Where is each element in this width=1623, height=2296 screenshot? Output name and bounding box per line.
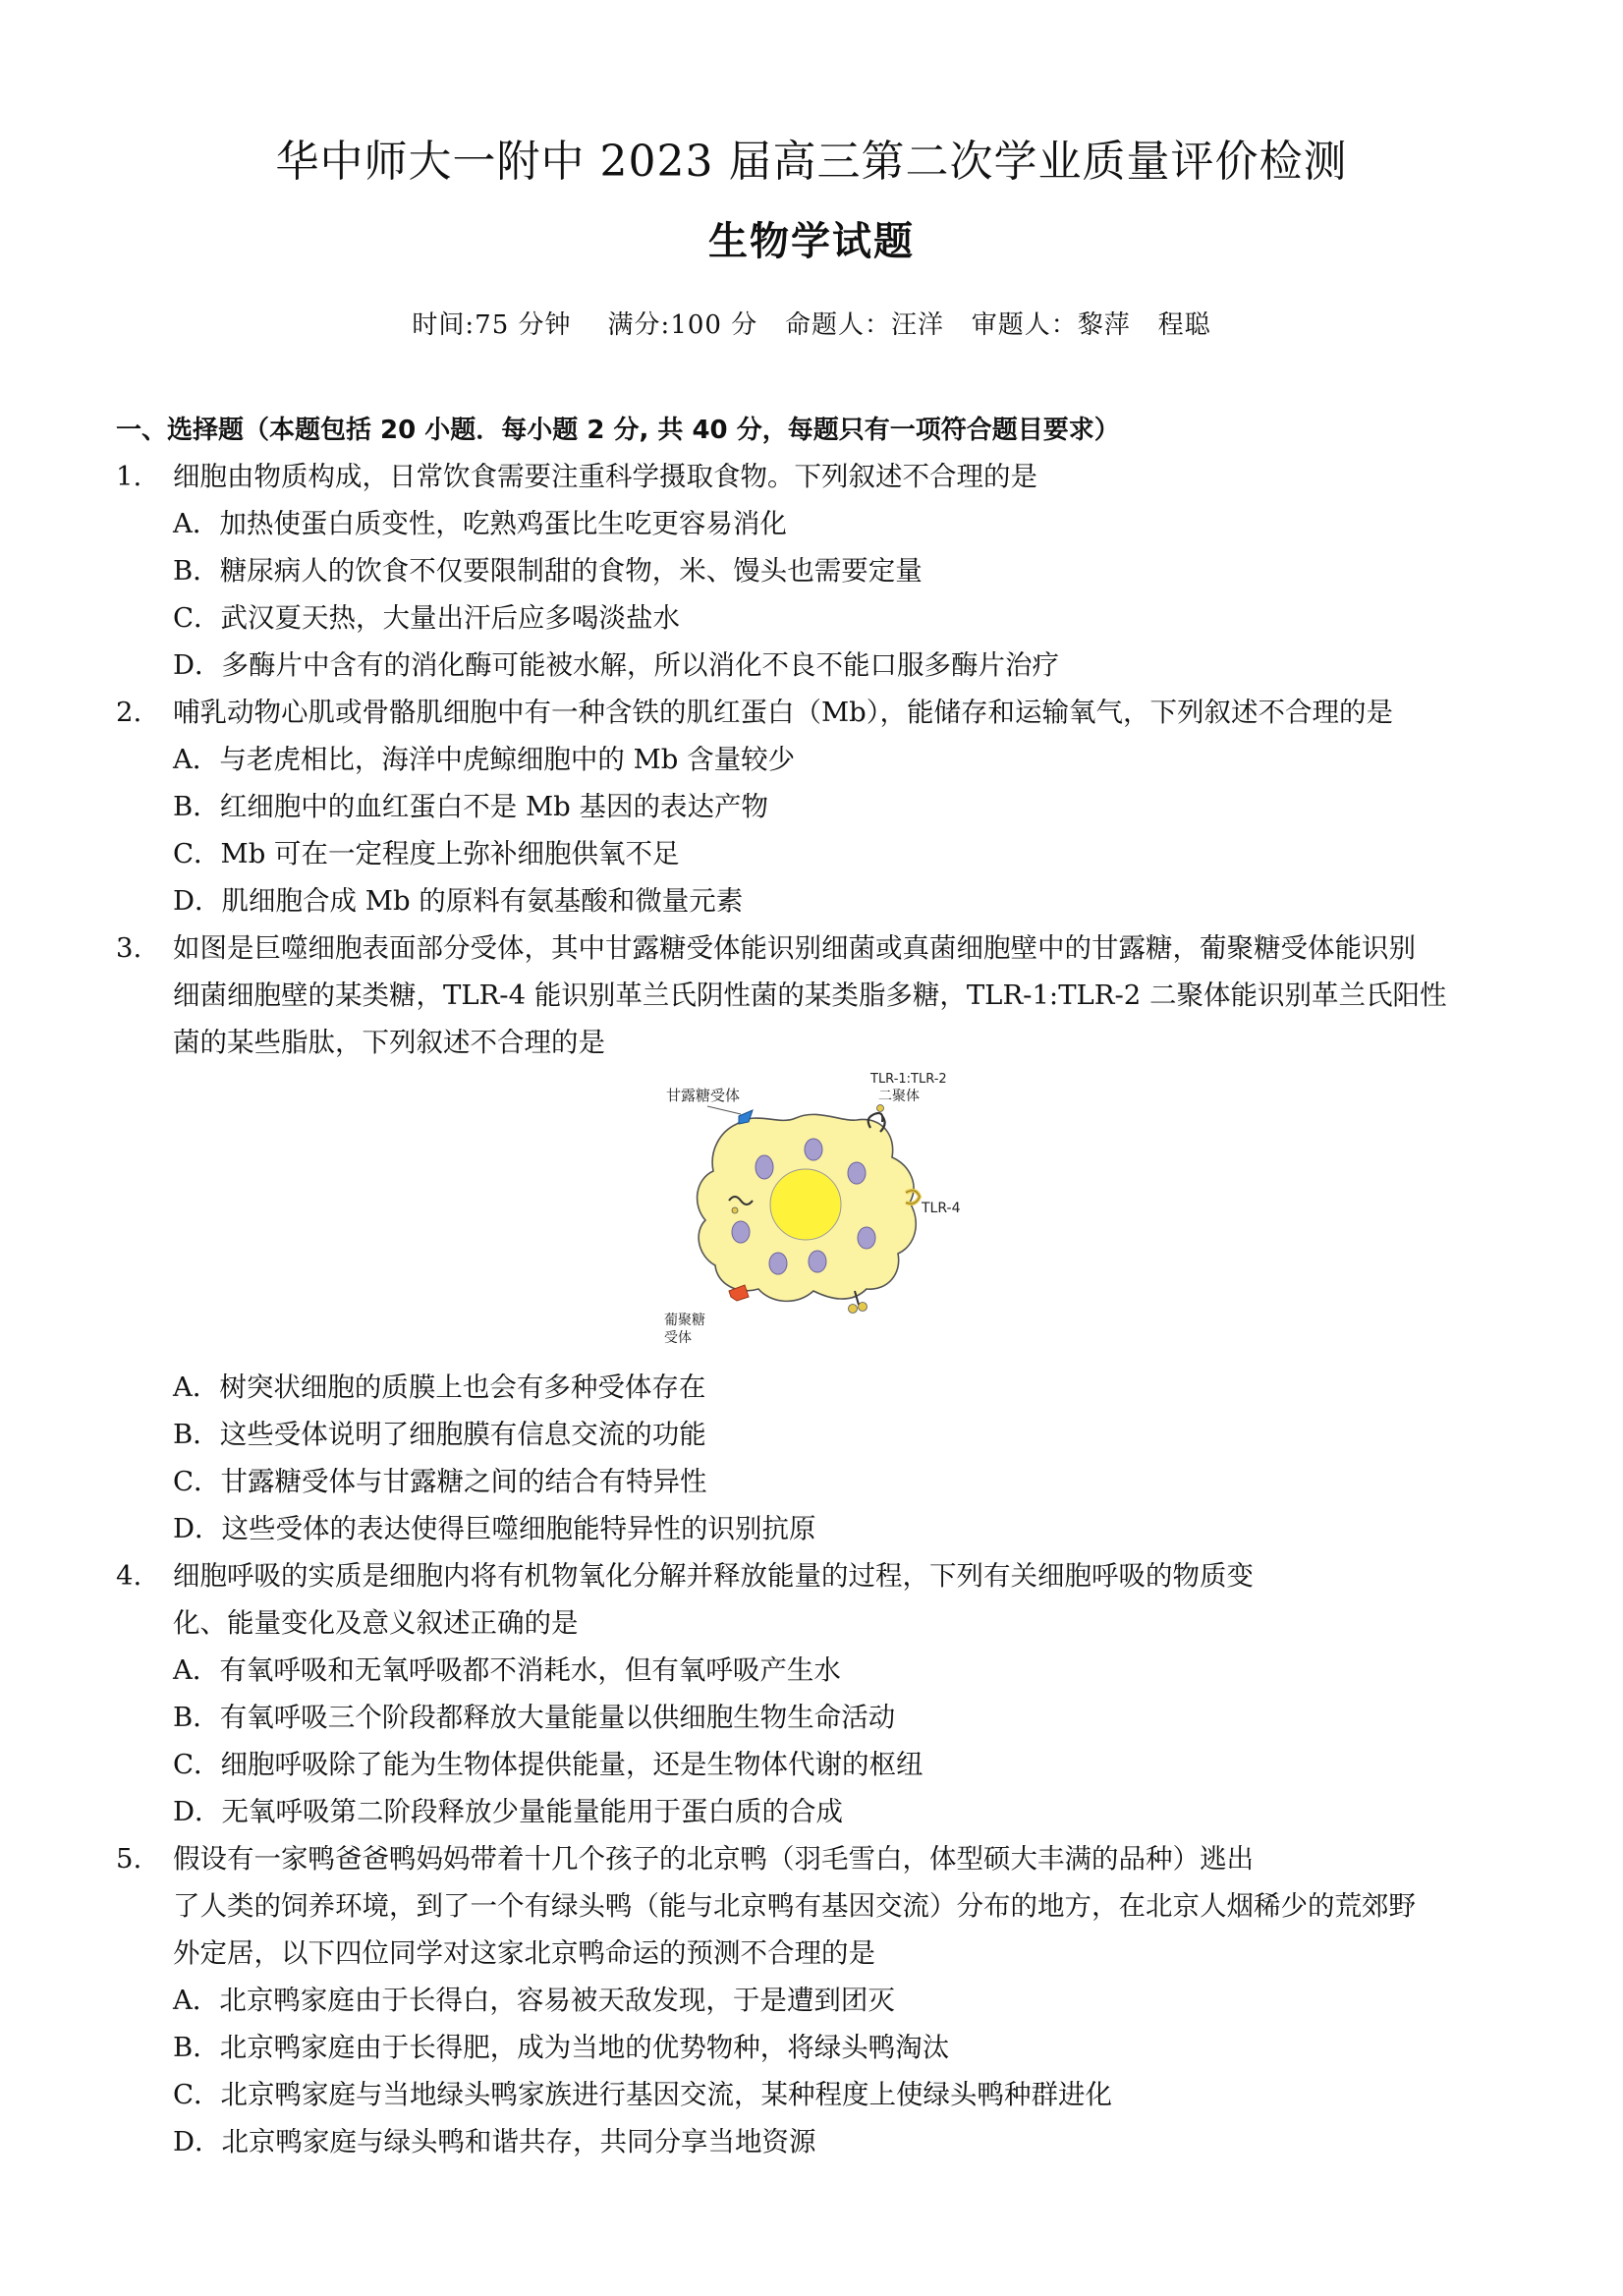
question-1-option-d: D．多酶片中含有的消化酶可能被水解，所以消化不良不能口服多酶片治疗 xyxy=(173,649,1060,681)
question-1-option-a: A．加热使蛋白质变性，吃熟鸡蛋比生吃更容易消化 xyxy=(173,508,787,539)
question-1-option-c: C．武汉夏天热，大量出汗后应多喝淡盐水 xyxy=(173,602,681,634)
vesicle xyxy=(769,1253,787,1274)
mannose-pointer-line xyxy=(707,1106,741,1114)
question-2-option-b: B．红细胞中的血红蛋白不是 Mb 基因的表达产物 xyxy=(173,791,768,822)
question-3-option-d: D．这些受体的表达使得巨噬细胞能特异性的识别抗原 xyxy=(173,1513,816,1544)
exam-subtitle: 生物学试题 xyxy=(708,218,915,264)
question-1-stem: 细胞由物质构成，日常饮食需要注重科学摄取食物。下列叙述不合理的是 xyxy=(173,461,1037,492)
question-3-stem-line-2: 细菌细胞壁的某类糖，TLR-4 能识别革兰氏阴性菌的某类脂多糖，TLR-1:TLR-2 二聚体能识别革兰氏阳性 xyxy=(173,980,1447,1011)
question-5-option-a: A．北京鸭家庭由于长得白，容易被天敌发现，于是遭到团灭 xyxy=(173,1985,895,2016)
question-2-option-a: A．与老虎相比，海洋中虎鲸细胞中的 Mb 含量较少 xyxy=(173,744,796,775)
question-4-option-c: C．细胞呼吸除了能为生物体提供能量，还是生物体代谢的枢纽 xyxy=(173,1749,923,1780)
question-5-stem-line-2: 了人类的饲养环境，到了一个有绿头鸭（能与北京鸭有基因交流）分布的地方，在北京人烟稀少的荒郊野 xyxy=(173,1890,1416,1922)
section-heading: 一、选择题（本题包括 20 小题．每小题 2 分, 共 40 分，每题只有一项符合题目要求） xyxy=(116,416,1120,445)
question-3-stem-line-3: 菌的某些脂肽，下列叙述不合理的是 xyxy=(173,1027,605,1058)
question-1-number: 1. xyxy=(116,461,142,492)
vesicle xyxy=(805,1139,822,1160)
question-4-option-d: D．无氧呼吸第二阶段释放少量能量能用于蛋白质的合成 xyxy=(173,1796,844,1827)
question-2-stem: 哺乳动物心肌或骨骼肌细胞中有一种含铁的肌红蛋白（Mb），能储存和运输氧气，下列叙述不合理的是 xyxy=(173,697,1394,728)
question-3-number: 3. xyxy=(116,932,142,964)
question-3-option-b: B．这些受体说明了细胞膜有信息交流的功能 xyxy=(173,1419,706,1450)
question-3-stem-line-1: 如图是巨噬细胞表面部分受体，其中甘露糖受体能识别细菌或真菌细胞壁中的甘露糖，葡聚糖受体能识别 xyxy=(173,932,1416,964)
question-5-option-d: D．北京鸭家庭与绿头鸭和谐共存，共同分享当地资源 xyxy=(173,2126,816,2157)
question-4-option-a: A．有氧呼吸和无氧呼吸都不消耗水，但有氧呼吸产生水 xyxy=(173,1654,841,1686)
vesicle xyxy=(732,1221,750,1243)
question-2-option-c: C．Mb 可在一定程度上弥补细胞供氧不足 xyxy=(173,838,680,869)
ligand-dot xyxy=(732,1207,738,1213)
vesicle xyxy=(756,1155,773,1179)
question-5-number: 5. xyxy=(116,1843,142,1875)
question-4-number: 4. xyxy=(116,1560,142,1592)
question-2-option-d: D．肌细胞合成 Mb 的原料有氨基酸和微量元素 xyxy=(173,885,744,917)
ligand-dot xyxy=(859,1303,867,1312)
question-4-stem-line-2: 化、能量变化及意义叙述正确的是 xyxy=(173,1607,579,1639)
tlr12-label-line-1: TLR-1:TLR-2 xyxy=(870,1072,947,1087)
question-4-option-b: B．有氧呼吸三个阶段都释放大量能量以供细胞生物生命活动 xyxy=(173,1702,896,1733)
question-2-number: 2. xyxy=(116,697,142,728)
question-3-option-a: A．树突状细胞的质膜上也会有多种受体存在 xyxy=(173,1372,706,1403)
mannose-receptor-label: 甘露糖受体 xyxy=(666,1087,741,1104)
question-5-stem-line-3: 外定居，以下四位同学对这家北京鸭命运的预测不合理的是 xyxy=(173,1937,875,1969)
tlr12-label-line-2: 二聚体 xyxy=(878,1089,920,1104)
tlr4-label: TLR-4 xyxy=(922,1201,961,1216)
vesicle xyxy=(809,1251,826,1272)
question-5-option-c: C．北京鸭家庭与当地绿头鸭家族进行基因交流，某种程度上使绿头鸭种群进化 xyxy=(173,2079,1113,2110)
question-5-option-b: B．北京鸭家庭由于长得肥，成为当地的优势物种，将绿头鸭淘汰 xyxy=(173,2032,950,2063)
question-3-option-c: C．甘露糖受体与甘露糖之间的结合有特异性 xyxy=(173,1466,707,1497)
ligand-dot xyxy=(849,1305,858,1314)
exam-meta: 时间:75 分钟 满分:100 分 命题人：汪洋 审题人：黎萍 程聪 xyxy=(412,310,1211,340)
glucan-receptor-label-line-1: 葡聚糖 xyxy=(664,1313,705,1328)
question-5-stem-line-1: 假设有一家鸭爸爸鸭妈妈带着十几个孩子的北京鸭（羽毛雪白，体型硕大丰满的品种）逃出 xyxy=(173,1843,1254,1875)
question-1-option-b: B．糖尿病人的饮食不仅要限制甜的食物，米、馒头也需要定量 xyxy=(173,555,923,587)
exam-title: 华中师大一附中 2023 届高三第二次学业质量评价检测 xyxy=(275,137,1348,187)
glucan-receptor-label-line-2: 受体 xyxy=(664,1330,692,1346)
nucleus xyxy=(770,1169,841,1240)
vesicle xyxy=(858,1227,875,1249)
question-4-stem-line-1: 细胞呼吸的实质是细胞内将有机物氧化分解并释放能量的过程，下列有关细胞呼吸的物质变 xyxy=(173,1560,1254,1592)
tlr12-ligand-dot xyxy=(877,1105,884,1112)
macrophage-receptor-figure xyxy=(648,1063,982,1358)
vesicle xyxy=(848,1162,866,1184)
